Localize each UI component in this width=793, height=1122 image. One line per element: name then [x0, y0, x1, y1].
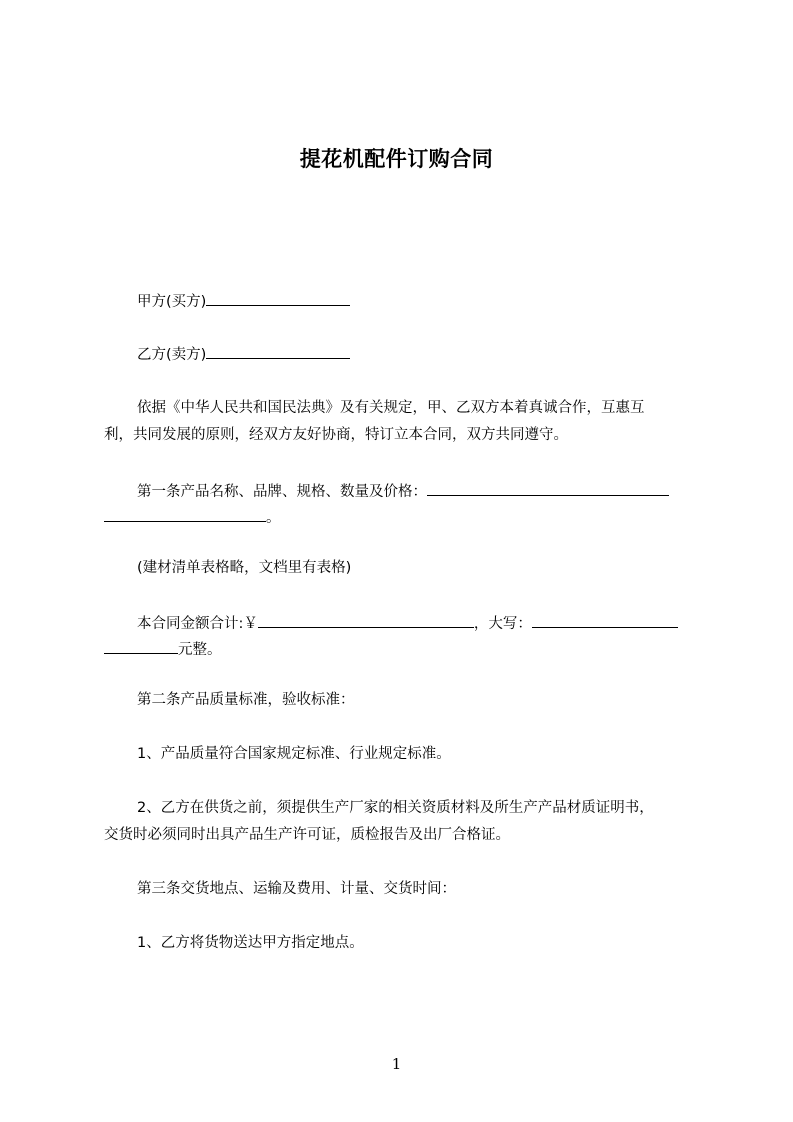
- page-number: 1: [391, 1055, 402, 1073]
- party-a-line: [104, 291, 737, 312]
- article2-item1: 1、产品质量符合国家规定标准、行业规定标准。: [137, 746, 451, 762]
- article2-heading: 第二条产品质量标准，验收标准：: [137, 692, 355, 708]
- total-amount-line: [104, 613, 737, 634]
- article2-item2-line-1: 2、乙方在供货之前，须提供生产厂家的相关资质材料及所生产产品材质证明书，: [137, 800, 654, 816]
- total-label: 本合同金额合计:￥: [137, 616, 258, 632]
- article1-blank-2: [104, 507, 266, 522]
- party-a-blank: [206, 291, 350, 306]
- article1-line: [104, 481, 737, 502]
- document-title: 提花机配件订购合同: [299, 147, 494, 171]
- total-amount-line-2: [104, 639, 704, 660]
- article1-line-2: [104, 507, 704, 528]
- total-upper-blank: [532, 613, 678, 628]
- article1-blank-1: [427, 481, 669, 496]
- article1-heading: 第一条产品名称、品牌、规格、数量及价格：: [137, 484, 427, 500]
- party-b-blank: [206, 344, 350, 359]
- total-upper-blank-2: [104, 639, 178, 654]
- article2-item2-line-2: 交货时必须同时出具产品生产许可证，质检报告及出厂合格证。: [104, 827, 510, 843]
- preamble-line-2: 利，共同发展的原则，经双方友好协商，特订立本合同，双方共同遵守。: [104, 427, 568, 443]
- total-suffix: 元整。: [178, 642, 222, 658]
- party-b-label: 乙方(卖方): [137, 347, 207, 363]
- party-a-label: 甲方(买方): [137, 294, 207, 310]
- article3-item1: 1、乙方将货物送达甲方指定地点。: [137, 935, 364, 951]
- total-amount-blank: [258, 613, 474, 628]
- article1-end: 。: [266, 510, 281, 526]
- party-b-line: [104, 344, 737, 365]
- total-upper-label: ，大写：: [473, 616, 532, 632]
- preamble-line-1: 依据《中华人民共和国民法典》及有关规定，甲、乙双方本着真诚合作，互惠互: [137, 400, 645, 416]
- article3-heading: 第三条交货地点、运输及费用、计量、交货时间：: [137, 881, 456, 897]
- materials-note: (建材清单表格略，文档里有表格): [137, 560, 352, 576]
